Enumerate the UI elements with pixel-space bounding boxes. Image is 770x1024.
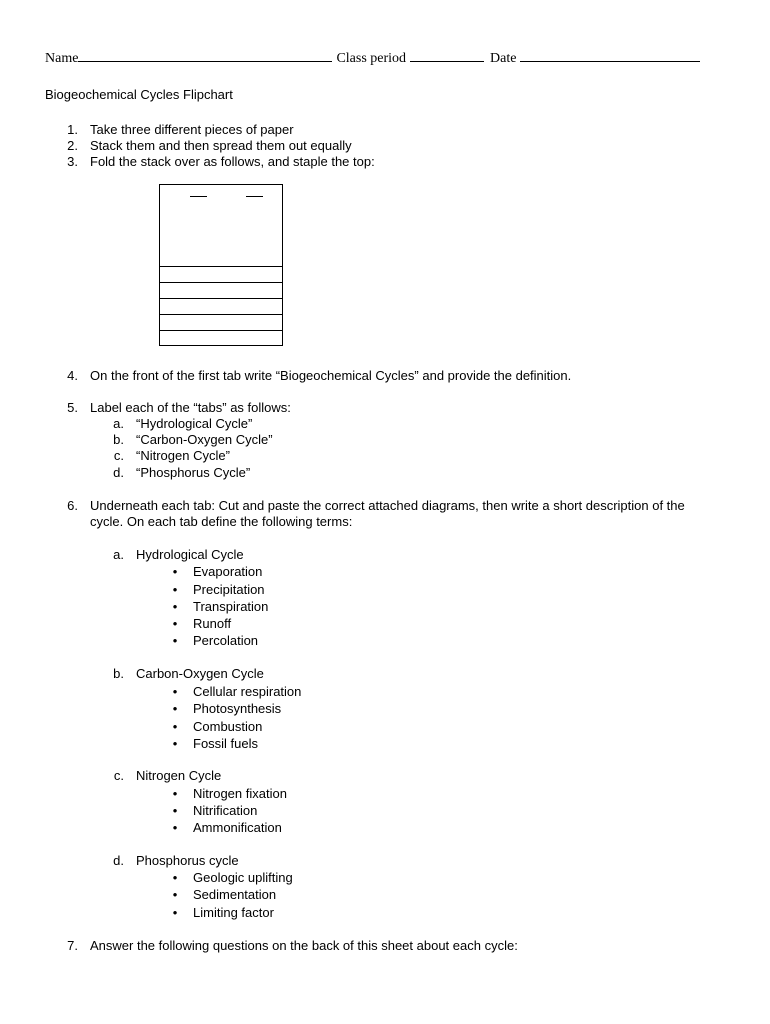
step-number: 5. bbox=[67, 400, 78, 415]
term-item: Runoff bbox=[193, 616, 232, 631]
flipchart-diagram bbox=[159, 184, 283, 346]
name-label: Name bbox=[45, 51, 79, 66]
step-text: Underneath each tab: Cut and paste the correct attached diagrams, then write a short description of the bbox=[90, 498, 685, 513]
list-letter: a. bbox=[113, 416, 124, 431]
bullet-icon: • bbox=[172, 719, 178, 734]
tab-label-item: “Carbon-Oxygen Cycle” bbox=[136, 432, 273, 447]
tab-line bbox=[160, 298, 282, 299]
list-letter: b. bbox=[113, 666, 124, 681]
bullet-icon: • bbox=[172, 701, 178, 716]
list-letter: c. bbox=[113, 768, 124, 783]
bullet-icon: • bbox=[172, 736, 178, 751]
tab-label-item: “Phosphorus Cycle” bbox=[136, 465, 251, 480]
cycle-name: Hydrological Cycle bbox=[136, 547, 244, 562]
term-item: Fossil fuels bbox=[193, 736, 259, 751]
tab-line bbox=[160, 282, 282, 283]
bullet-icon: • bbox=[172, 803, 178, 818]
staple-mark bbox=[246, 196, 263, 197]
step-text: Take three different pieces of paper bbox=[90, 122, 294, 137]
term-item: Transpiration bbox=[193, 599, 269, 614]
date-label: Date bbox=[490, 51, 517, 66]
term-item: Nitrification bbox=[193, 803, 258, 818]
step-text: Label each of the “tabs” as follows: bbox=[90, 400, 291, 415]
step-text: Fold the stack over as follows, and staple the top: bbox=[90, 154, 375, 169]
term-item: Limiting factor bbox=[193, 905, 274, 920]
class-period-field[interactable] bbox=[410, 47, 484, 62]
bullet-icon: • bbox=[172, 870, 178, 885]
bullet-icon: • bbox=[172, 633, 178, 648]
tab-label-item: “Nitrogen Cycle” bbox=[136, 448, 230, 463]
step-text-continued: cycle. On each tab define the following terms: bbox=[90, 514, 353, 529]
tab-line bbox=[160, 330, 282, 331]
term-item: Sedimentation bbox=[193, 887, 277, 902]
tab-label-item: “Hydrological Cycle” bbox=[136, 416, 253, 431]
date-field[interactable] bbox=[520, 47, 700, 62]
step-number: 1. bbox=[67, 122, 78, 137]
bullet-icon: • bbox=[172, 564, 178, 579]
cycle-name: Phosphorus cycle bbox=[136, 853, 239, 868]
tab-line bbox=[160, 266, 282, 267]
term-item: Nitrogen fixation bbox=[193, 786, 287, 801]
term-item: Ammonification bbox=[193, 820, 282, 835]
tab-line bbox=[160, 314, 282, 315]
term-item: Geologic uplifting bbox=[193, 870, 293, 885]
name-field[interactable] bbox=[78, 47, 332, 62]
step-number: 3. bbox=[67, 154, 78, 169]
bullet-icon: • bbox=[172, 582, 178, 597]
class-period-label: Class period bbox=[336, 51, 407, 66]
term-item: Precipitation bbox=[193, 582, 265, 597]
step-number: 2. bbox=[67, 138, 78, 153]
step-text: Stack them and then spread them out equally bbox=[90, 138, 352, 153]
header-line bbox=[45, 47, 700, 67]
step-text: On the front of the first tab write “Biogeochemical Cycles” and provide the definition. bbox=[90, 368, 572, 383]
term-item: Combustion bbox=[193, 719, 263, 734]
bullet-icon: • bbox=[172, 684, 178, 699]
bullet-icon: • bbox=[172, 887, 178, 902]
term-item: Percolation bbox=[193, 633, 259, 648]
step-number: 7. bbox=[67, 938, 78, 953]
step-number: 6. bbox=[67, 498, 78, 513]
bullet-icon: • bbox=[172, 599, 178, 614]
term-item: Cellular respiration bbox=[193, 684, 302, 699]
term-item: Photosynthesis bbox=[193, 701, 282, 716]
bullet-icon: • bbox=[172, 905, 178, 920]
list-letter: d. bbox=[113, 853, 124, 868]
list-letter: b. bbox=[113, 432, 124, 447]
bullet-icon: • bbox=[172, 616, 178, 631]
list-letter: c. bbox=[113, 448, 124, 463]
step-text: Answer the following questions on the back of this sheet about each cycle: bbox=[90, 938, 518, 953]
staple-mark bbox=[190, 196, 207, 197]
step-number: 4. bbox=[67, 368, 78, 383]
cycle-name: Carbon-Oxygen Cycle bbox=[136, 666, 264, 681]
list-letter: d. bbox=[113, 465, 124, 480]
list-letter: a. bbox=[113, 547, 124, 562]
page-title: Biogeochemical Cycles Flipchart bbox=[45, 87, 233, 102]
term-item: Evaporation bbox=[193, 564, 263, 579]
bullet-icon: • bbox=[172, 786, 178, 801]
cycle-name: Nitrogen Cycle bbox=[136, 768, 222, 783]
bullet-icon: • bbox=[172, 820, 178, 835]
